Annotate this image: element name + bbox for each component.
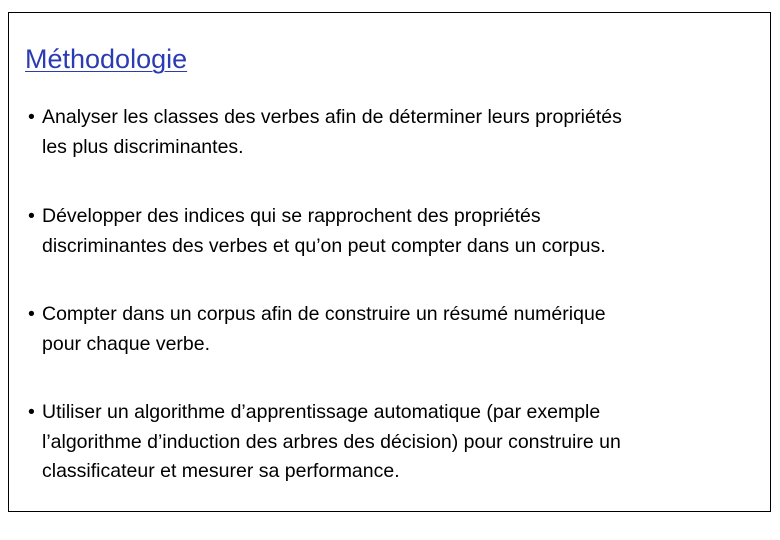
bullet-line: pour chaque verbe. [42,332,211,355]
bullet-line: Utiliser un algorithme d’apprentissage automatique (par exemple [42,401,601,423]
bullet-line: l’algorithme d’induction des arbres des décision) pour construire un [42,430,621,453]
bullet-icon: • [28,401,35,423]
bullet-line: Compter dans un corpus afin de construire un résumé numérique [42,303,606,325]
bullet-icon: • [28,303,35,325]
bullet-line: les plus discriminantes. [42,135,244,158]
slide-title: Méthodologie [25,44,188,74]
bullet-line: Analyser les classes des verbes afin de déterminer leurs propriétés [42,106,622,128]
bullet-line: discriminantes des verbes et qu’on peut compter dans un corpus. [42,234,606,257]
bullet-item-utiliser [28,398,621,487]
bullet-item-developper [28,202,606,261]
slide-frame [8,12,771,512]
bullet-line: Développer des indices qui se rapprochent des propriétés [42,205,541,227]
bullet-item-analyser [28,103,622,162]
bullet-line: classificateur et mesurer sa performance. [42,460,400,482]
bullet-item-compter [28,300,606,359]
bullet-icon: • [28,106,35,128]
bullet-icon: • [28,205,35,227]
